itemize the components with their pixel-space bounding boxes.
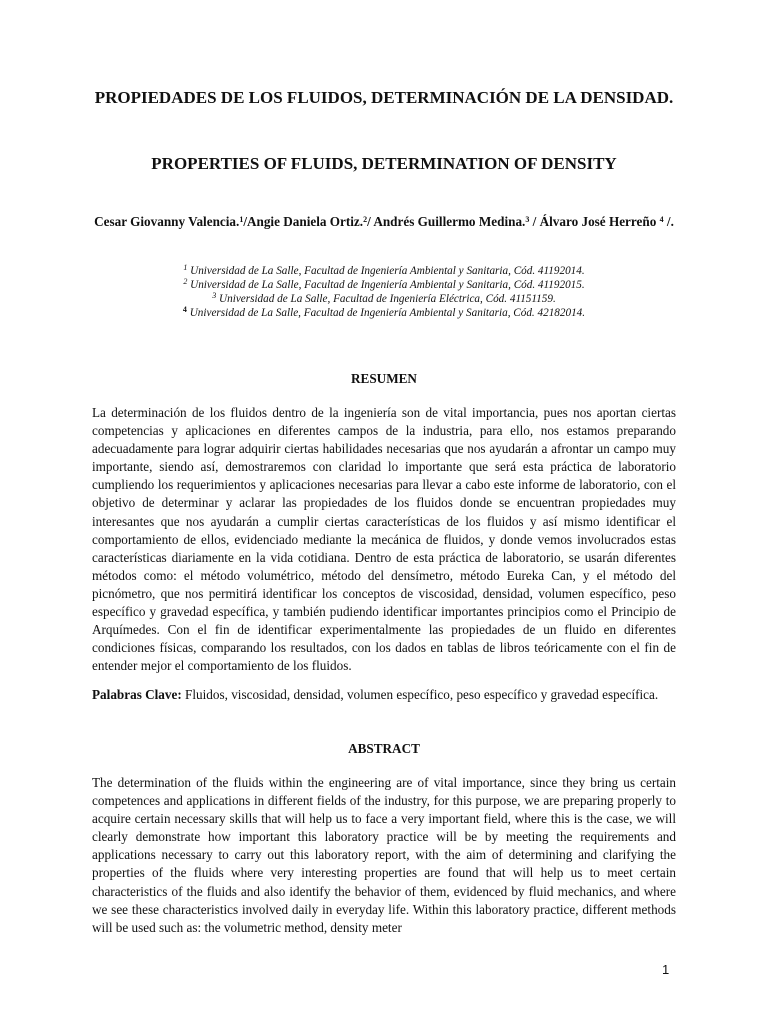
affiliation-mark: 3 bbox=[212, 291, 217, 300]
resumen-paragraph: La determinación de los fluidos dentro de la ingeniería son de vital importancia, pues nos aportan ciertas competencias y aplicaciones en diferentes campos de la industria, para ello, nos estamos preparando adecuadamente para lograr adquirir ciertas habilidades necesarias que nos ayudarán a afrontar un campo muy importante, siendo así, demostraremos con claridad lo importante que será esta práctica de laboratorio cumpliendo los requerimientos y aplicaciones necesarias para llevar a cabo este informe de laboratorio, con el objetivo de determinar y aclarar las propiedades de los fluidos donde se encuentran propiedades muy interesantes que nos ayudarán a cumplir ciertas características de los fluidos y así mismo identificar el comportamiento de ellos, evidenciado mediante la mecánica de fluidos, y donde vemos involucrados estas características diariamente en la vida cotidiana. Dentro de esta práctica de laboratorio, se usarán diferentes métodos como: el método volumétrico, método del densímetro, método Eureka Can, y el método del picnómetro, que nos permitirá identificar los conceptos de viscosidad, densidad, volumen específico, peso específico y gravedad específica, y también pudiendo identificar importantes principios como el Principio de Arquímedes. Con el fin de identificar experimentalmente las propiedades de un fluido en diferentes condiciones físicas, comparando los resultados, con los dados en tablas de libros teóricamente con el fin de entender mejor el comportamiento de los fluidos. bbox=[92, 405, 676, 674]
affiliation-text: Universidad de La Salle, Facultad de Ingeniería Ambiental y Sanitaria, Cód. 42182014. bbox=[186, 307, 586, 319]
keywords-text: Fluidos, viscosidad, densidad, volumen específico, peso específico y gravedad específica. bbox=[181, 687, 659, 702]
affiliation-mark: 1 bbox=[183, 263, 188, 272]
title-english: PROPERTIES OF FLUIDS, DETERMINATION OF DENSITY bbox=[151, 154, 617, 173]
keywords-paragraph bbox=[92, 686, 676, 704]
author-list-end: /. bbox=[663, 214, 674, 229]
abstract-heading: ABSTRACT bbox=[348, 741, 420, 756]
author-2-affiliation-mark: 2 bbox=[363, 215, 368, 224]
affiliation-text: Universidad de La Salle, Facultad de Ingeniería Eléctrica, Cód. 41151159. bbox=[216, 293, 556, 305]
author-list bbox=[92, 212, 676, 231]
author-2: /Angie Daniela Ortiz. bbox=[243, 214, 364, 229]
affiliation-item bbox=[92, 264, 676, 278]
title-spanish: PROPIEDADES DE LOS FLUIDOS, DETERMINACIÓN DE LA DENSIDAD. bbox=[94, 88, 674, 107]
affiliation-item bbox=[92, 292, 676, 306]
author-3: / Andrés Guillermo Medina. bbox=[367, 214, 526, 229]
author-1-affiliation-mark: 1 bbox=[239, 215, 244, 224]
page-number: 1 bbox=[662, 962, 670, 977]
affiliation-list bbox=[92, 264, 676, 320]
resumen-heading: RESUMEN bbox=[351, 371, 417, 386]
affiliation-mark: 4 bbox=[182, 305, 187, 314]
keywords-label: Palabras Clave: bbox=[92, 687, 182, 702]
affiliation-item bbox=[92, 306, 676, 320]
author-1: Cesar Giovanny Valencia. bbox=[94, 214, 240, 229]
affiliation-text: Universidad de La Salle, Facultad de Ingeniería Ambiental y Sanitaria, Cód. 41192015. bbox=[187, 279, 585, 291]
affiliation-mark: 2 bbox=[183, 277, 188, 286]
affiliation-item bbox=[92, 278, 676, 292]
abstract-paragraph: The determination of the fluids within the engineering are of vital importance, since they bring us certain competences and applications in different fields of the industry, for this purpose, we are preparing properly to acquire certain necessary skills that will help us to face a very important field, where this is the case, we will clearly demonstrate how important this laboratory practice will be by meeting the requirements and applications necessary to carry out this laboratory report, with the aim of determining and clarifying the properties of the fluids where very interesting properties are found that will help us to meet certain characteristics of the fluids and also identify the behavior of them, evidenced by fluid mechanics, and where we see these characteristics involved daily in everyday life. Within this laboratory practice, different methods will be used such as: the volumetric method, density meter bbox=[92, 775, 676, 935]
author-4: / Álvaro José Herreño bbox=[529, 214, 660, 229]
author-3-affiliation-mark: 3 bbox=[525, 215, 530, 224]
affiliation-text: Universidad de La Salle, Facultad de Ingeniería Ambiental y Sanitaria, Cód. 41192014. bbox=[187, 265, 585, 277]
author-4-affiliation-mark: 4 bbox=[659, 215, 664, 224]
